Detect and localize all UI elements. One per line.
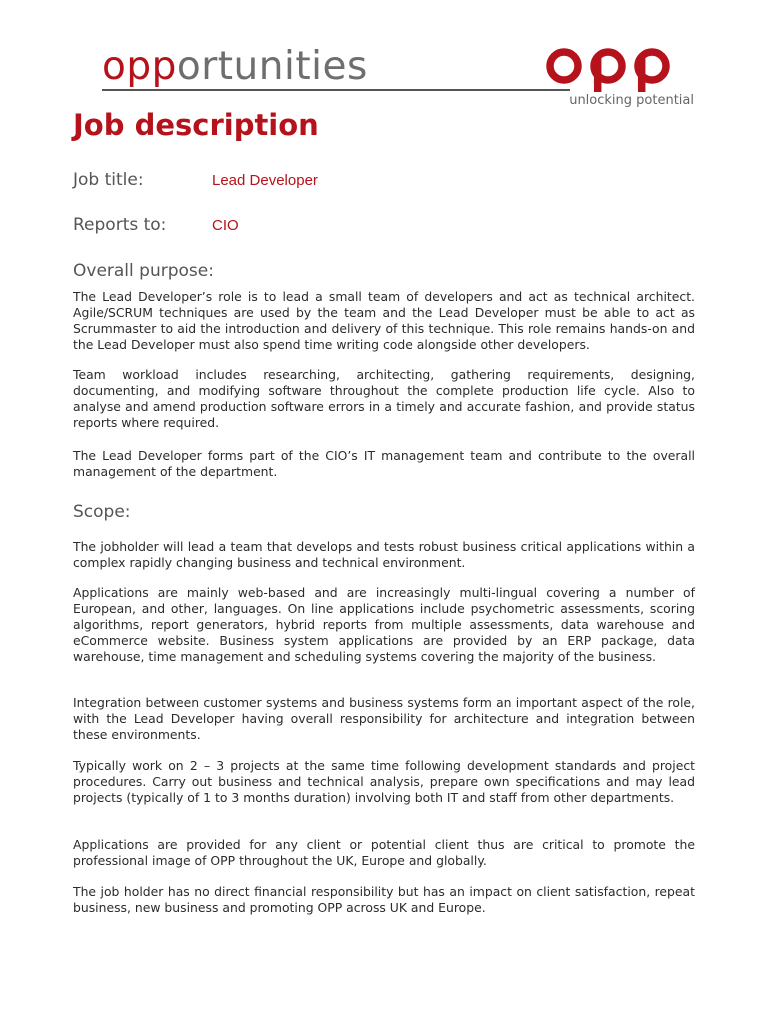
scope-paragraph: Applications are provided for any client or potential client thus are critical to promote the professional image of OPP throughout the UK, Europe and globally. <box>73 837 695 868</box>
reports-to-label: Reports to: <box>73 215 167 235</box>
purpose-paragraph: The Lead Developer’s role is to lead a small team of developers and act as technical architect. Agile/SCRUM techniques are used by the team and the Lead Developer must be able to act as Scrummaster to aid the introduction and delivery of this technique. This role remains hands-on and the Lead Developer must also spend time writing code alongside other developers. <box>73 289 695 352</box>
purpose-paragraph: The Lead Developer forms part of the CIO’s IT management team and contribute to the overall management of the department. <box>73 448 695 479</box>
logo-tagline: unlocking potential <box>569 93 694 108</box>
scope-paragraph: Integration between customer systems and business systems form an important aspect of the role, with the Lead Developer having overall responsibility for architecture and integration between these environments. <box>73 695 695 742</box>
wordmark-opp-part: opp <box>102 44 177 89</box>
job-title-value: Lead Developer <box>212 172 318 189</box>
job-title-label: Job title: <box>73 170 144 190</box>
opportunities-wordmark <box>102 44 368 90</box>
opp-logo-icon <box>544 46 694 94</box>
purpose-paragraph: Team workload includes researching, architecting, gathering requirements, designing, documenting, and modifying software throughout the complete production life cycle. Also to analyse and amend production software errors in a timely and accurate fashion, and provide status reports where required. <box>73 367 695 430</box>
scope-heading: Scope: <box>73 502 131 522</box>
scope-paragraph: The jobholder will lead a team that develops and tests robust business critical applications within a complex rapidly changing business and technical environment. <box>73 539 695 570</box>
scope-paragraph: Typically work on 2 – 3 projects at the same time following development standards and project procedures. Carry out business and technical analysis, prepare own specifications and may lead projects (typically of 1 to 3 months duration) involving both IT and staff from other departments. <box>73 758 695 805</box>
reports-to-value: CIO <box>212 217 239 234</box>
header-divider <box>102 89 570 91</box>
opp-logo <box>540 42 700 112</box>
wordmark-ortunities-part: ortunities <box>176 44 368 89</box>
overall-purpose-heading: Overall purpose: <box>73 261 214 281</box>
scope-paragraph: The job holder has no direct financial responsibility but has an impact on client satisfaction, repeat business, new business and promoting OPP across UK and Europe. <box>73 884 695 915</box>
page-title: Job description <box>73 108 319 142</box>
scope-paragraph: Applications are mainly web-based and are increasingly multi-lingual covering a number of European, and other, languages. On line applications include psychometric assessments, scoring algorithms, report generators, hybrid reports from multiple assessments, data warehouse and eCommerce website. Business system applications are provided by an ERP package, data warehouse, time management and scheduling systems covering the majority of the business. <box>73 585 695 664</box>
